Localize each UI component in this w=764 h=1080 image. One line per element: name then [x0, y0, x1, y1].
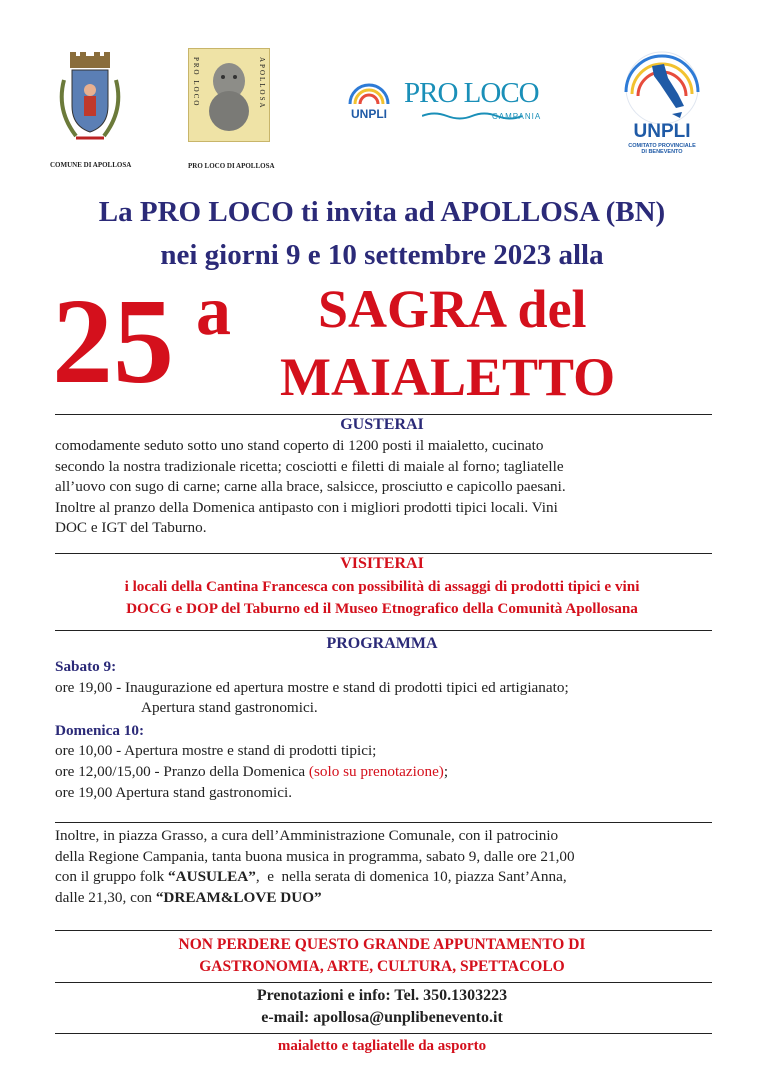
unpli-benevento-sub2: DI BENEVENTO — [641, 149, 683, 155]
gusterai-line: secondo la nostra tradizionale ricetta; cosciotti e filetti di maiale al forno; tagliatelle — [55, 457, 564, 475]
gusterai-line: comodamente seduto sotto uno stand coperto di 1200 posti il maialetto, cucinato — [55, 437, 544, 454]
proloco-apollosa-caption: PRO LOCO DI APOLLOSA — [188, 162, 275, 170]
proloco-campania-main: PRO LOCO — [404, 77, 539, 109]
phone-line: Prenotazioni e info: Tel. 350.1303223 — [256, 987, 508, 1004]
appuntamento-line-1: NON PERDERE QUESTO GRANDE APPUNTAMENTO DI — [178, 936, 586, 953]
divider — [55, 822, 712, 823]
domenica-line-2-prefix: ore 12,00/15,00 - Pranzo della Domenica — [55, 762, 309, 780]
domenica-label: Domenica 10: — [55, 721, 144, 739]
asporto-note: maialetto e tagliatelle da asporto — [277, 1038, 487, 1054]
reservation-note: (solo su prenotazione) — [308, 762, 444, 780]
comune-caption: COMUNE DI APOLLOSA — [50, 161, 132, 169]
unpli-small-logo — [340, 82, 398, 130]
programma-body — [55, 657, 735, 803]
invite-line-1: La PRO LOCO ti invita ad APOLLOSA (BN) — [98, 196, 666, 228]
comune-crest-icon — [50, 50, 130, 150]
domenica-line-2-suffix: ; — [443, 762, 449, 780]
festival-title-line-1: SAGRA del — [318, 279, 587, 339]
comune-logo — [50, 50, 130, 170]
italy-map-icon — [612, 48, 712, 124]
appuntamento-line-2: GASTRONOMIA, ARTE, CULTURA, SPETTACOLO — [199, 958, 565, 975]
proloco-campania-logo — [404, 78, 554, 128]
proloco-apollosa-logo — [188, 48, 278, 173]
inoltre-line-1: Inoltre, in piazza Grasso, a cura dell’Amministrazione Comunale, con il patrocinio — [55, 827, 559, 844]
inoltre-line-4-prefix: dalle 21,30, con — [55, 888, 156, 906]
domenica-line-1: ore 10,00 - Apertura mostre e stand di prodotti tipici; — [55, 742, 377, 760]
sabato-line-1: ore 19,00 - Inaugurazione ed apertura mostre e stand di prodotti tipici ed artigianato; — [55, 678, 569, 696]
inoltre-line-4 — [55, 888, 735, 909]
visiterai-line-2: DOCG e DOP del Taburno ed il Museo Etnografico della Comunità Apollosana — [126, 600, 638, 617]
unpli-benevento-sub1: COMITATO PROVINCIALE — [628, 143, 696, 149]
edition-number: 25 — [52, 274, 174, 409]
proloco-campania-sub: CAMPANIA — [492, 112, 542, 121]
rainbow-arc-icon — [346, 82, 392, 104]
divider — [55, 982, 712, 983]
inoltre-line-3 — [55, 867, 735, 888]
gusterai-line: all’uovo con sugo di carne; carne alla brace, salsicce, prosciutto e capicollo paesani. — [55, 478, 566, 496]
sabato-label: Sabato 9: — [55, 658, 117, 675]
inoltre-body — [55, 826, 735, 908]
divider — [55, 1033, 712, 1034]
divider — [55, 930, 712, 931]
proloco-apollosa-side-right: APOLLOSA — [258, 57, 266, 110]
sabato-line-2: Apertura stand gastronomici. — [141, 699, 318, 717]
gusterai-line: DOC e IGT del Taburno. — [55, 519, 207, 537]
programma-heading: PROGRAMMA — [326, 635, 438, 652]
band-name: “AUSULEA” — [168, 868, 256, 886]
gusterai-heading: GUSTERAI — [340, 416, 424, 433]
inoltre-line-2: della Regione Campania, tanta buona musica in programma, sabato 9, dalle ore 21,00 — [55, 847, 575, 865]
invite-line-2: nei giorni 9 e 10 settembre 2023 alla — [160, 239, 604, 271]
inoltre-line-3-prefix: con il gruppo folk — [55, 868, 169, 886]
proloco-apollosa-side-left: PRO LOCO — [192, 57, 200, 108]
divider — [55, 630, 712, 631]
unpli-benevento-logo — [612, 48, 712, 158]
lion-statue-icon — [203, 57, 255, 135]
domenica-line-2 — [55, 762, 735, 783]
gusterai-line: Inoltre al pranzo della Domenica antipasto con i migliori prodotti tipici locali. Vini — [55, 498, 558, 516]
domenica-line-3: ore 19,00 Apertura stand gastronomici. — [55, 783, 293, 801]
visiterai-heading: VISITERAI — [340, 555, 424, 572]
email-line[interactable]: e-mail: apollosa@unplibenevento.it — [261, 1009, 503, 1026]
gusterai-text — [55, 436, 725, 539]
duo-name: “DREAM&LOVE DUO” — [155, 888, 322, 906]
unpli-benevento-main: UNPLI — [633, 121, 691, 142]
visiterai-line-1: i locali della Cantina Francesca con possibilità di assaggi di prodotti tipici e vini — [124, 578, 640, 595]
unpli-small-text: UNPLI — [351, 107, 387, 121]
edition-suffix: a — [196, 273, 231, 350]
festival-title-line-2: MAIALETTO — [280, 347, 616, 407]
inoltre-line-3-suffix: , e nella serata di domenica 10, piazza Sant’Anna, — [255, 868, 567, 886]
